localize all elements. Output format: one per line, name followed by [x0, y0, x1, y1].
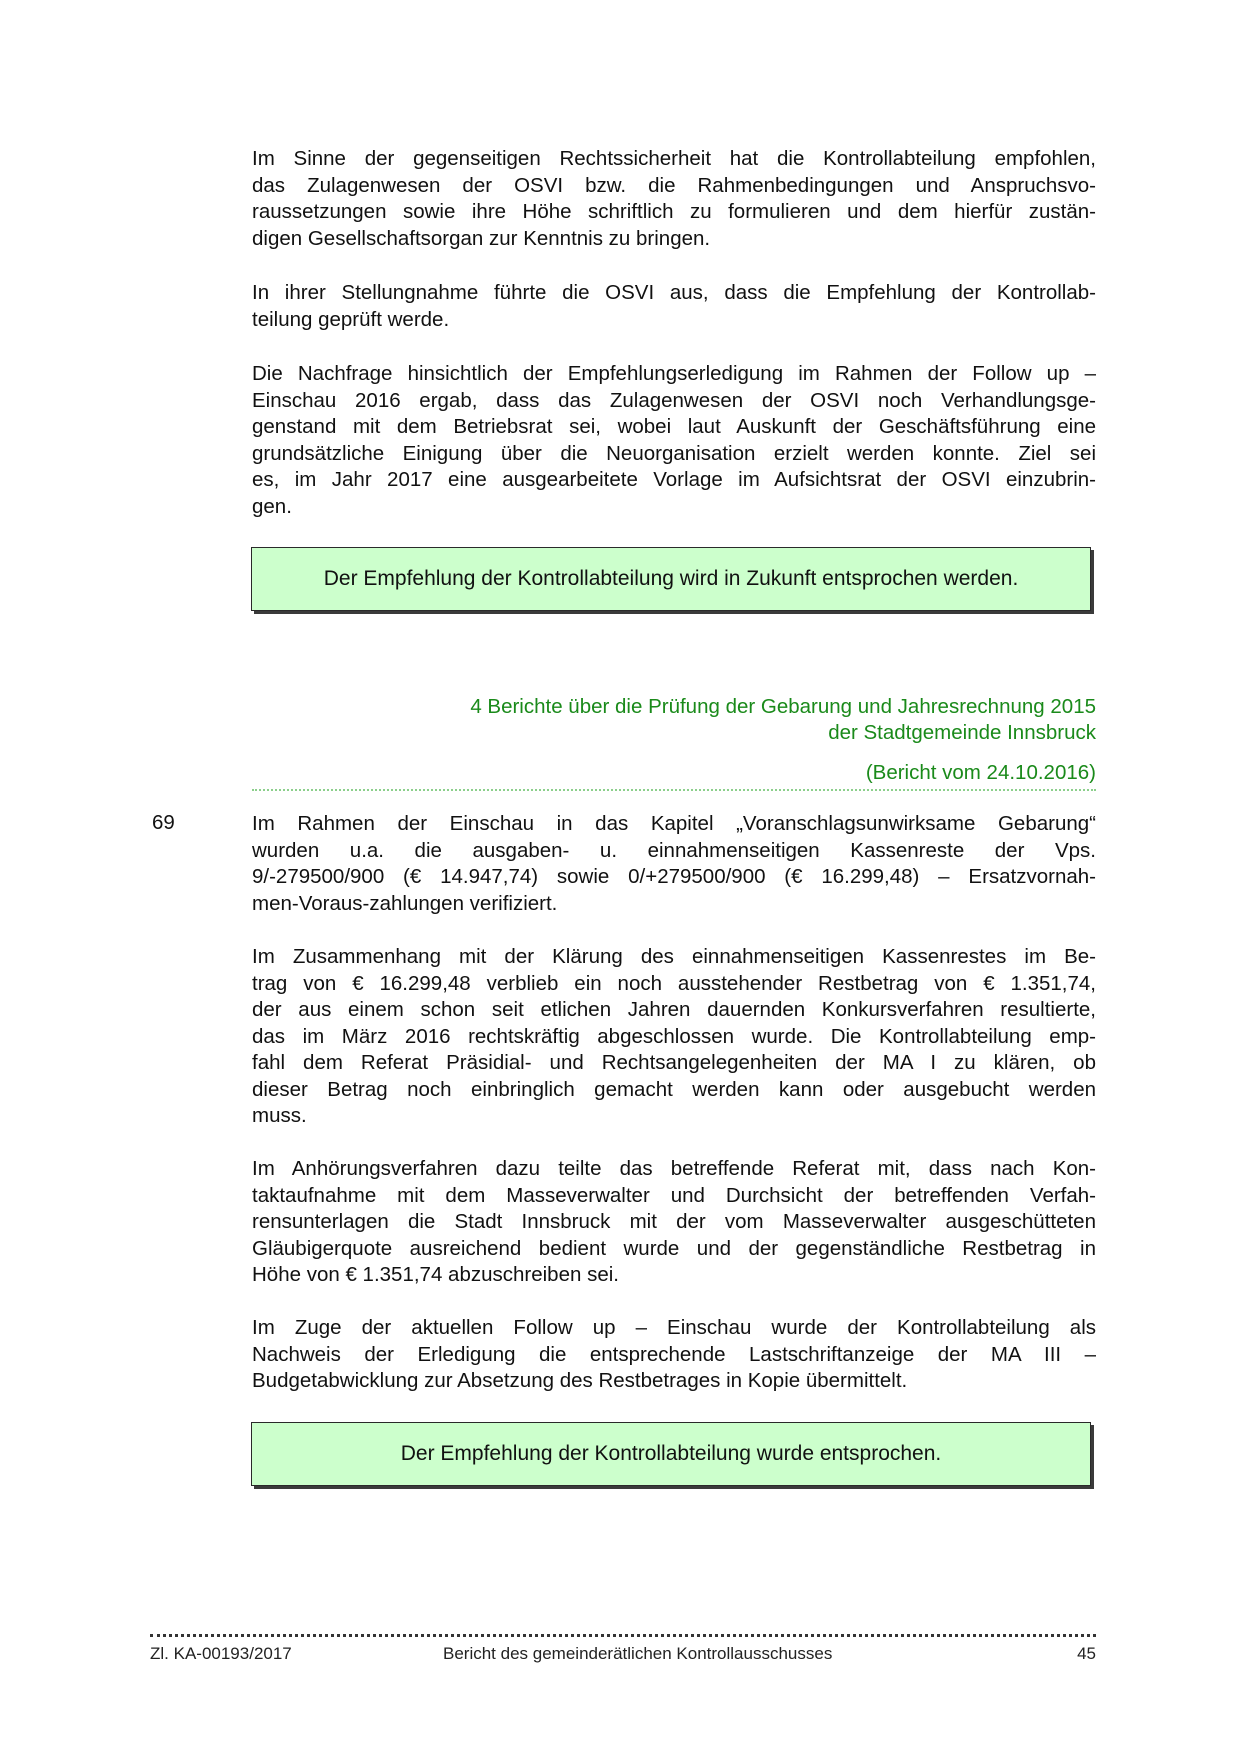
text-line: dieser Betrag noch einbringlich gemacht werden kann oder ausgebucht werden	[252, 1077, 1096, 1101]
text-line: raussetzungen sowie ihre Höhe schriftlich zu formulieren und dem hierfür zustän-	[252, 200, 1096, 223]
paragraph-1	[252, 146, 1096, 252]
paragraph-3	[252, 361, 1096, 520]
footer-report-title: Bericht des gemeinderätlichen Kontrollausschusses	[443, 1644, 833, 1663]
section-subheading: (Bericht vom 24.10.2016)	[865, 761, 1096, 784]
text-line: digen Gesellschaftsorgan zur Kenntnis zu bringen.	[252, 226, 711, 250]
text-line: Im Rahmen der Einschau in das Kapitel „Voranschlagsunwirksame Gebarung“	[252, 812, 1096, 835]
recommendation-status-box	[251, 547, 1091, 611]
footer-file-number: Zl. KA-00193/2017	[150, 1644, 292, 1663]
paragraph-6	[252, 1156, 1096, 1289]
text-line: muss.	[252, 1104, 307, 1127]
text-line: das Zulagenwesen der OSVI bzw. die Rahmenbedingungen und Anspruchsvo-	[252, 173, 1096, 197]
text-line: Im Anhörungsverfahren dazu teilte das betreffende Referat mit, dass nach Kon-	[252, 1157, 1096, 1180]
page-number: 45	[1077, 1644, 1096, 1663]
text-line: Im Zuge der aktuellen Follow up – Einschau wurde der Kontrollabteilung als	[252, 1316, 1096, 1339]
paragraph-4	[252, 811, 1096, 917]
text-line: fahl dem Referat Präsidial- und Rechtsangelegenheiten der MA I zu klären, ob	[252, 1051, 1096, 1074]
text-line: Budgetabwicklung zur Absetzung des Restbetrages in Kopie übermittelt.	[252, 1369, 908, 1392]
paragraph-2	[252, 280, 1096, 333]
text-line: Höhe von € 1.351,74 abzuschreiben sei.	[252, 1263, 619, 1286]
text-line: grundsätzliche Einigung über die Neuorganisation erzielt werden konnte. Ziel sei	[252, 441, 1096, 465]
section-heading-line-1: 4 Berichte über die Prüfung der Gebarung und Jahresrechnung 2015	[470, 695, 1096, 718]
recommendation-fulfilled-text: Der Empfehlung der Kontrollabteilung wurde entsprochen.	[400, 1442, 942, 1465]
text-line: In ihrer Stellungnahme führte die OSVI aus, dass die Empfehlung der Kontrollab-	[252, 281, 1096, 304]
text-line: genstand mit dem Betriebsrat sei, wobei laut Auskunft der Geschäftsführung eine	[252, 415, 1096, 438]
text-line: der aus einem schon seit etlichen Jahren dauernden Konkursverfahren resultierte,	[252, 998, 1096, 1021]
text-line: Gläubigerquote ausreichend bedient wurde und der gegenständliche Restbetrag in	[252, 1236, 1096, 1260]
text-line: wurden u.a. die ausgaben- u. einnahmenseitigen Kassenreste der Vps.	[252, 838, 1096, 862]
text-line: teilung geprüft werde.	[252, 307, 450, 331]
section-heading	[470, 694, 1096, 746]
footer-divider	[150, 1634, 1096, 1637]
paragraph-7	[252, 1315, 1096, 1395]
text-line: Die Nachfrage hinsichtlich der Empfehlungserledigung im Rahmen der Follow up –	[252, 362, 1096, 385]
text-line: Im Sinne der gegenseitigen Rechtssicherheit hat die Kontrollabteilung empfohlen,	[252, 147, 1096, 170]
text-line: rensunterlagen die Stadt Innsbruck mit der vom Masseverwalter ausgeschütteten	[252, 1210, 1096, 1233]
recommendation-fulfilled-box	[251, 1422, 1091, 1486]
text-line: das im März 2016 rechtskräftig abgeschlossen wurde. Die Kontrollabteilung emp-	[252, 1024, 1096, 1048]
paragraph-number: 69	[152, 811, 175, 834]
text-line: gen.	[252, 494, 292, 518]
text-line: Einschau 2016 ergab, dass das Zulagenwesen der OSVI noch Verhandlungsge-	[252, 388, 1096, 412]
text-line: trag von € 16.299,48 verblieb ein noch ausstehender Restbetrag von € 1.351,74,	[252, 971, 1096, 995]
text-line: men-Voraus-zahlungen verifiziert.	[252, 891, 558, 915]
text-line: taktaufnahme mit dem Masseverwalter und Durchsicht der betreffenden Verfah-	[252, 1183, 1096, 1207]
text-line: Nachweis der Erledigung die entsprechende Lastschriftanzeige der MA III –	[252, 1342, 1096, 1366]
text-line: es, im Jahr 2017 eine ausgearbeitete Vorlage im Aufsichtsrat der OSVI einzubrin-	[252, 468, 1096, 491]
text-line: 9/-279500/900 (€ 14.947,74) sowie 0/+279500/900 (€ 16.299,48) – Ersatzvornah-	[252, 865, 1096, 888]
section-divider	[252, 789, 1096, 791]
text-line: Im Zusammenhang mit der Klärung des einnahmenseitigen Kassenrestes im Be-	[252, 945, 1096, 968]
section-heading-line-2: der Stadtgemeinde Innsbruck	[828, 721, 1096, 744]
paragraph-5	[252, 944, 1096, 1130]
recommendation-status-text: Der Empfehlung der Kontrollabteilung wird in Zukunft entsprochen werden.	[323, 567, 1019, 590]
